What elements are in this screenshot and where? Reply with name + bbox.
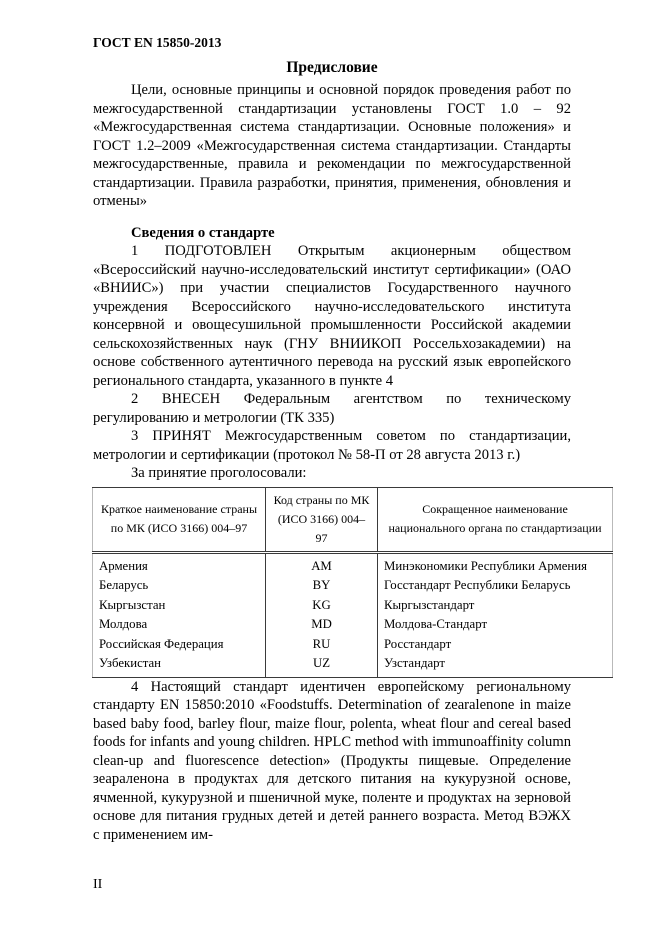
cell-code: AM — [266, 552, 378, 576]
cell-country: Беларусь — [99, 578, 149, 592]
table-header-row — [93, 487, 613, 552]
table-row — [93, 576, 613, 596]
vote-intro-line: За принятие проголосовали: — [131, 465, 307, 481]
doc-code: ГОСТ EN 15850-2013 — [93, 35, 222, 50]
cell-country: Российская Федерация — [99, 636, 224, 651]
table-row — [93, 615, 613, 635]
cell-code: KG — [266, 596, 378, 616]
cell-code: MD — [266, 615, 378, 635]
cell-code: UZ — [266, 654, 378, 677]
table-row — [93, 635, 613, 655]
header-code: Код страны по МК (ИСО 3166) 004–97 — [266, 487, 378, 552]
cell-org: Госстандарт Республики Беларусь — [378, 576, 613, 596]
cell-country: Армения — [99, 558, 148, 573]
standard-info-heading: Сведения о стандарте — [131, 224, 275, 241]
cell-country: Кыргызстан — [99, 597, 166, 612]
table-row — [93, 654, 613, 677]
cell-code: RU — [266, 635, 378, 655]
standard-info-item-1: 1 ПОДГОТОВЛЕН Открытым акционерным обществом «Всероссийский научно-исследовательский институт сертификации» (ОАО «ВНИИС») при участии специалистов Государственного научного учреждения Всероссийского научно-исследовательского института консервной и овощесушильной промышленности Российской академии сельскохозяйственных наук (ГНУ ВНИИКОП Россельхозакадемии) на основе собственного аутентичного перевода на русский язык европейского регионального стандарта, указанного в пункте 4 — [93, 243, 571, 389]
cell-org: Кыргызстандарт — [378, 596, 613, 616]
header-country: Краткое наименование страны по МК (ИСО 3166) 004–97 — [93, 487, 266, 552]
header-org: Сокращенное наименование национального органа по стандартизации — [378, 487, 613, 552]
cell-org: Минэкономики Республики Армения — [378, 552, 613, 576]
cell-country: Узбекистан — [93, 654, 266, 677]
cell-org: Молдова-Стандарт — [378, 615, 613, 635]
cell-code: BY — [266, 576, 378, 596]
cell-org: Росстандарт — [378, 635, 613, 655]
page-title: Предисловие — [286, 59, 378, 76]
standard-info-item-2: 2 ВНЕСЕН Федеральным агентством по техническому регулированию и метрологии (ТК 335) — [93, 391, 571, 426]
intro-paragraph: Цели, основные принципы и основной порядок проведения работ по межгосударственной стандартизации установлены ГОСТ 1.0 – 92 «Межгосударственная система стандартизации. Основные положения» и ГОСТ 1.2–2009 «Межгосударственная система стандартизации. Стандарты межгосударственные, правила и рекомендации по межгосударственной стандартизации. Правила разработки, принятия, применения, обновления и отмены» — [93, 82, 571, 209]
table-row — [93, 552, 613, 576]
paragraph-4: 4 Настоящий стандарт идентичен европейскому региональному стандарту EN 15850:2010 «Foodstuffs. Determination of zearalenone in maize based baby food, barley flour, maize flour, polenta, wheat flour and cereal based foods for infants and young children. HPLC method with immunoaffinity column clean-up and fluorescence detection» (Продукты пищевые. Определение зеараленона в продуктах для детского питания на кукурузной основе, ячменной, кукурузной и пшеничной муке, поленте и продуктах на зерновой основе для питания грудных детей и детей раннего возраста. Метод ВЭЖХ с применением им- — [93, 678, 571, 843]
standard-info-item-3: 3 ПРИНЯТ Межгосударственным советом по стандартизации, метрологии и сертификации (протокол № 58-П от 28 августа 2013 г.) — [93, 428, 571, 463]
table-row — [93, 596, 613, 616]
vote-table — [92, 487, 613, 678]
cell-org: Узстандарт — [378, 654, 613, 677]
page-number: II — [93, 877, 103, 892]
cell-country: Молдова — [99, 617, 148, 631]
